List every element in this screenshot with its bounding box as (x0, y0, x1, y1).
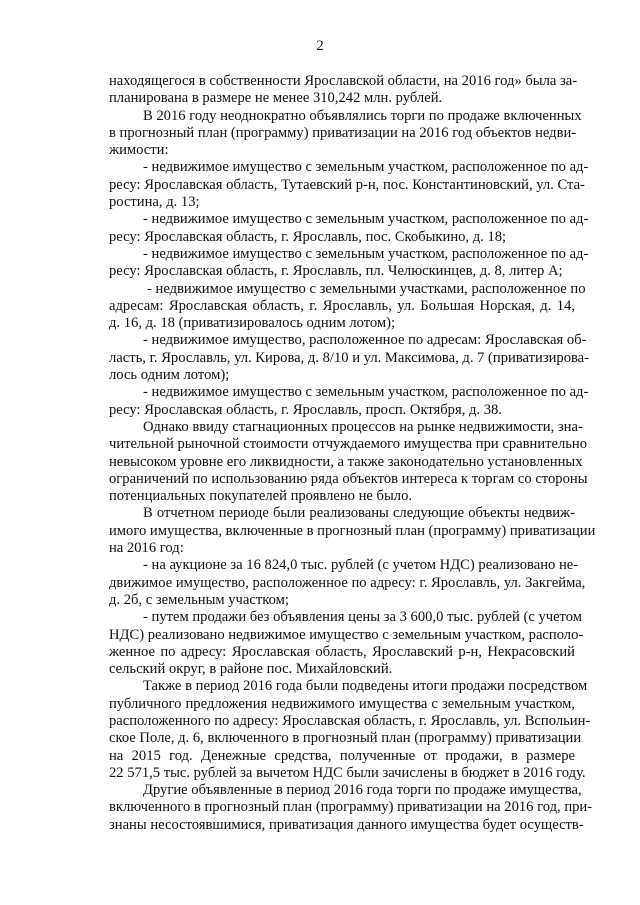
text-line: расположенного по адресу: Ярославская область, г. Ярославль, ул. Вспольин- (109, 712, 591, 729)
text-line: - недвижимое имущество с земельным участком, расположенное по ад- (143, 211, 589, 228)
text-line: находящегося в собственности Ярославской области, на 2016 год» была за- (109, 73, 578, 89)
text-line: ресу: Ярославская область, г. Ярославль, просп. Октября, д. 38. (109, 401, 502, 418)
text-line: Другие объявленные в период 2016 года торги по продаже имущества, (143, 782, 582, 799)
text-line: лось одним лотом); (109, 367, 230, 384)
text-line: д. 16, д. 18 (приватизировалось одним лотом); (109, 315, 396, 332)
text-line: имого имущества, включенные в прогнозный план (программу) приватизации (109, 522, 596, 539)
text-line: на 2015 год. Денежные средства, полученные от продажи, в размере (109, 747, 575, 764)
body-text (109, 73, 596, 834)
text-line: на 2016 год: (109, 540, 184, 557)
text-line: в прогнозный план (программу) приватизации на 2016 год объектов недви- (109, 124, 577, 141)
text-line: - на аукционе за 16 824,0 тыс. рублей (с учетом НДС) реализовано не- (143, 557, 579, 574)
text-line: ресу: Ярославская область, Тутаевский р-н, пос. Константиновский, ул. Ста- (109, 176, 585, 193)
text-line: - недвижимое имущество с земельными участками, расположенное по (147, 280, 586, 297)
text-line: чительной рыночной стоимости отчуждаемого имущества при сравнительно (109, 436, 588, 453)
text-line: жимости: (109, 142, 169, 159)
text-line: ресу: Ярославская область, г. Ярославль, пл. Челюскинцев, д. 8, литер А; (109, 263, 563, 280)
text-line: включенного в прогнозный план (программу) приватизации на 2016 год, при- (109, 799, 593, 816)
text-line: потенциальных покупателей проявлено не было. (109, 488, 413, 505)
text-line: планирована в размере не менее 310,242 млн. рублей. (109, 90, 443, 107)
text-line: ограничений по использованию ряда объектов интереса к торгам со стороны (109, 470, 588, 487)
text-line: адресам: Ярославская область, г. Ярославль, ул. Большая Норская, д. 14, (109, 297, 575, 314)
text-line: Также в период 2016 года были подведены итоги продажи посредством (143, 678, 588, 695)
text-line: ласть, г. Ярославль, ул. Кирова, д. 8/10 и ул. Максимова, д. 7 (приватизирова- (109, 349, 590, 366)
text-line: - путем продажи без объявления цены за 3 600,0 тыс. рублей (с учетом (143, 609, 582, 626)
text-line: знаны несостоявшимися, приватизация данного имущества будет осуществ- (109, 816, 584, 833)
text-line: - недвижимое имущество с земельным участком, расположенное по ад- (143, 159, 589, 176)
text-line: В отчетном периоде были реализованы следующие объекты недвиж- (143, 505, 575, 522)
text-line: публичного предложения недвижимого имущества с земельным участком, (109, 695, 575, 712)
text-line: - недвижимое имущество с земельным участком, расположенное по ад- (143, 245, 589, 262)
text-line: сельский округ, в районе пос. Михайловский. (109, 661, 393, 678)
text-line: невысоком уровне его ликвидности, а также законодательно установленных (109, 453, 583, 470)
page-number: 2 (316, 38, 324, 54)
text-line: НДС) реализовано недвижимое имущество с земельным участком, располо- (109, 626, 584, 643)
text-line: ростина, д. 13; (109, 194, 200, 211)
text-line: В 2016 году неоднократно объявлялись торги по продаже включенных (143, 107, 582, 124)
text-line: - недвижимое имущество с земельным участком, расположенное по ад- (143, 384, 589, 401)
text-line: - недвижимое имущество, расположенное по адресам: Ярославская об- (143, 332, 587, 349)
text-line: движимое имущество, расположенное по адресу: г. Ярославль, ул. Закгейма, (109, 574, 586, 591)
text-line: Однако ввиду стагнационных процессов на рынке недвижимости, зна- (143, 418, 583, 435)
text-line: ресу: Ярославская область, г. Ярославль, пос. Скобыкино, д. 18; (109, 228, 507, 245)
text-line: 22 571,5 тыс. рублей за вычетом НДС были зачислены в бюджет в 2016 году. (109, 764, 586, 781)
text-line: д. 2б, с земельным участком; (109, 591, 289, 608)
text-line: ское Поле, д. 6, включенного в прогнозный план (программу) приватизации (109, 730, 582, 747)
text-line: женное по адресу: Ярославская область, Ярославский р-н, Некрасовский (109, 643, 575, 660)
